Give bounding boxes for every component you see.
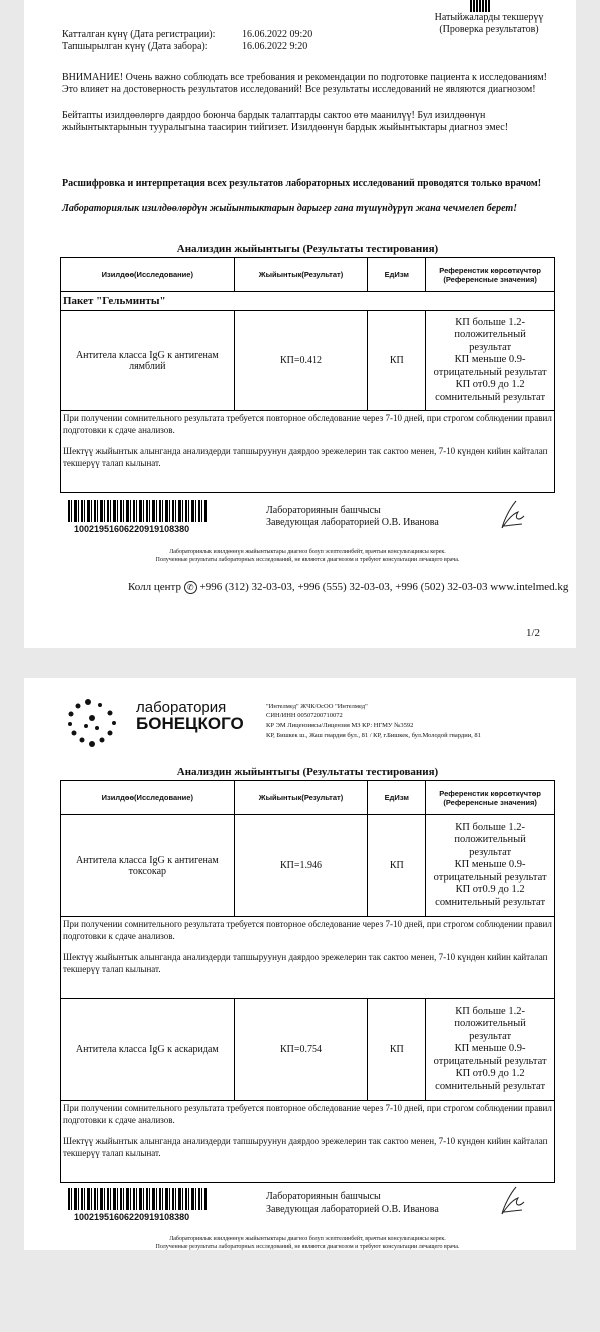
ref-line: результат <box>469 846 512 858</box>
ref-line: отрицательный результат <box>433 366 547 378</box>
check-results-label-ru: (Проверка результатов) <box>439 24 539 35</box>
signature-icon <box>496 1184 528 1218</box>
registration-date-label: Катталган күнү (Дата регистрации): <box>62 29 216 40</box>
test-result: КП=0.412 <box>234 311 368 411</box>
table-row <box>61 311 555 411</box>
sample-date-label: Тапшырылган күнү (Дата забора): <box>62 41 208 52</box>
ref-line: положительный <box>454 1018 526 1030</box>
table-row <box>61 999 555 1101</box>
sample-date-value: 16.06.2022 9:20 <box>242 41 308 52</box>
table-row <box>61 815 555 917</box>
test-name: Антитела класса IgG к антигенам токсокар <box>61 815 235 917</box>
ref-line: КП от0.9 до 1.2 <box>455 1068 525 1080</box>
note-row <box>61 411 555 493</box>
ref-line: отрицательный результат <box>433 871 547 883</box>
ref-line: КП меньше 0.9- <box>454 1043 526 1055</box>
test-unit: КП <box>368 999 426 1101</box>
report-page-2 <box>24 678 576 1250</box>
interpretation-warning-ky: Лабораториялык изилдөөлөрдүн жыйынтыктарын дарыгер гана түшүндүрүп жана чечмелеп берет! <box>62 203 518 214</box>
page-number: 1/2 <box>526 627 541 639</box>
test-result: КП=0.754 <box>234 999 368 1101</box>
call-center <box>128 581 568 594</box>
footnote-ru: Полученные результаты лабораторных исследований, не являются диагнозом и требуют консультации лечащего врача. <box>155 1244 460 1250</box>
ref-line: КП меньше 0.9- <box>454 354 526 366</box>
results-table <box>60 780 555 1183</box>
org-license: КР ЭМ Лицензиясы/Лицензия МЗ КР: НГМУ №3592 <box>266 722 414 729</box>
ref-line: положительный <box>454 834 526 846</box>
repeat-test-note <box>61 917 555 999</box>
reference-values <box>426 815 555 917</box>
reference-values <box>426 311 555 411</box>
note-ru: При получении сомнительного результата требуется повторное обследование через 7-10 дней, при строгом соблюдении правил подготовки к сдаче анализов. <box>63 413 552 435</box>
table-header-row <box>61 781 555 815</box>
logo-line-2: БОНЕЦКОГО <box>136 714 244 733</box>
ref-line: КП больше 1.2- <box>455 1005 525 1017</box>
test-unit: КП <box>368 311 426 411</box>
column-header-result: Жыйынтык(Результат) <box>234 781 368 815</box>
column-header-reference: Референстик көрсөткүчтөр (Референсные значения) <box>426 781 555 815</box>
call-center-phones[interactable]: +996 (312) 32-03-03, +996 (555) 32-03-03, +996 (502) 32-03-03 www.intelmed.kg <box>199 581 569 594</box>
logo-line-1: лаборатория <box>136 699 227 716</box>
ref-line: отрицательный результат <box>433 1055 547 1067</box>
barcode <box>68 500 208 522</box>
warning-text-ky: Бейтапты изилдөөлөргө даярдоо боюнча бардык талаптарды сактоо өтө маанилүү! Бул изилдөөнүн жыйынтыктарынын тууралыгына таасирин тийгизет. Изилдөөнүн бардык жыйынтыктары диагноз эмес! <box>62 110 509 133</box>
interpretation-warning-ru: Расшифровка и интерпретация всех результатов лабораторных исследований проводятся только врачом! <box>62 178 542 189</box>
footnote-ru: Полученные результаты лабораторных исследований, не являются диагнозом и требуют консультации лечащего врача. <box>155 557 460 563</box>
note-ky: Шектүү жыйынтык алынганда анализдерди тапшыруунун даярдоо эрежелерин так сактоо менен, 7-10 күндөн кийин кайталап текшерүү талап кылынат. <box>63 446 548 468</box>
ref-line: КП меньше 0.9- <box>454 859 526 871</box>
package-title: Пакет "Гельминты" <box>61 292 555 311</box>
note-ky: Шектүү жыйынтык алынганда анализдерди тапшыруунун даярдоо эрежелерин так сактоо менен, 7-10 күндөн кийин кайталап текшерүү талап кылынат. <box>63 1136 548 1158</box>
results-table-title: Анализдин жыйынтыгы (Результаты тестирования) <box>176 766 439 778</box>
ref-line: результат <box>469 1030 512 1042</box>
check-results-label[interactable]: Натыйжаларды текшерүү <box>434 12 544 23</box>
footnote-ky: Лабораториялык изилдөөнүн жыйынтыктары диагноз болуп эсептелинбейт, врачтын консультациясы керек. <box>169 549 446 555</box>
barcode-number: 10021951606220919108380 <box>74 1212 190 1222</box>
qr-code-icon <box>470 0 490 12</box>
test-unit: КП <box>368 815 426 917</box>
org-name: "Интелмед" ЖЧК/ОсОО "Интелмед" <box>266 703 368 710</box>
note-row <box>61 917 555 999</box>
lab-head-label-ky: Лабораториянын башчысы <box>266 505 381 516</box>
results-table-title: Анализдин жыйынтыгы (Результаты тестирования) <box>176 243 439 255</box>
ref-line: КП от0.9 до 1.2 <box>455 884 525 896</box>
lab-head-label-ky: Лабораториянын башчысы <box>266 1191 381 1202</box>
note-ky: Шектүү жыйынтык алынганда анализдерди тапшыруунун даярдоо эрежелерин так сактоо менен, 7-10 күндөн кийин кайталап текшерүү талап кылынат. <box>63 952 548 974</box>
column-header-test: Изилдөө(Исследование) <box>61 258 235 292</box>
call-center-label: Колл центр <box>128 581 181 594</box>
ref-line: КП больше 1.2- <box>455 316 525 328</box>
ref-line: положительный <box>454 329 526 341</box>
ref-line: КП больше 1.2- <box>455 821 525 833</box>
column-header-test: Изилдөө(Исследование) <box>61 781 235 815</box>
footnote-ky: Лабораториялык изилдөөнүн жыйынтыктары диагноз болуп эсептелинбейт, врачтын консультациясы керек. <box>169 1236 446 1242</box>
ref-line: результат <box>469 341 512 353</box>
test-name: Антитела класса IgG к антигенам лямблий <box>61 311 235 411</box>
warning-text-ru: ВНИМАНИЕ! Очень важно соблюдать все требования и рекомендации по подготовке пациента к исследованиям! Это влияет на достоверность результатов исследований! Все результаты исследований не являются диагнозом! <box>62 72 547 95</box>
note-row <box>61 1101 555 1183</box>
column-header-unit: ЕдИзм <box>368 781 426 815</box>
barcode <box>68 1188 208 1210</box>
report-page-1 <box>24 0 576 648</box>
table-header-row <box>61 258 555 292</box>
org-address: КР, Бишкек ш., Жаш гвардия бул., 81 / КР, г.Бишкек, бул.Молодой гвардии, 81 <box>266 732 481 739</box>
signature-icon <box>496 498 528 532</box>
lab-logo-icon <box>66 696 126 748</box>
ref-line: сомнительный результат <box>435 896 546 908</box>
repeat-test-note <box>61 411 555 493</box>
test-name: Антитела класса IgG к аскаридам <box>61 999 235 1101</box>
test-result: КП=1.946 <box>234 815 368 917</box>
note-ru: При получении сомнительного результата требуется повторное обследование через 7-10 дней, при строгом соблюдении правил подготовки к сдаче анализов. <box>63 919 552 941</box>
registration-date-value: 16.06.2022 09:20 <box>242 29 313 40</box>
org-inn: СИН/ИНН 00507200710072 <box>266 712 343 719</box>
note-ru: При получении сомнительного результата требуется повторное обследование через 7-10 дней, при строгом соблюдении правил подготовки к сдаче анализов. <box>63 1103 552 1125</box>
lab-head-name-ru: Заведующая лабораторией О.В. Иванова <box>266 1204 439 1215</box>
ref-line: сомнительный результат <box>435 391 546 403</box>
column-header-unit: ЕдИзм <box>368 258 426 292</box>
package-row <box>61 292 555 311</box>
column-header-reference: Референстик көрсөткүчтөр (Референсные значения) <box>426 258 555 292</box>
column-header-result: Жыйынтык(Результат) <box>234 258 368 292</box>
results-table <box>60 257 555 493</box>
phone-icon: ✆ <box>184 581 197 594</box>
lab-head-name-ru: Заведующая лабораторией О.В. Иванова <box>266 517 439 528</box>
barcode-number: 1002195160622091910838​0 <box>74 524 190 534</box>
ref-line: сомнительный результат <box>435 1080 546 1092</box>
reference-values <box>426 999 555 1101</box>
ref-line: КП от0.9 до 1.2 <box>455 379 525 391</box>
repeat-test-note <box>61 1101 555 1183</box>
